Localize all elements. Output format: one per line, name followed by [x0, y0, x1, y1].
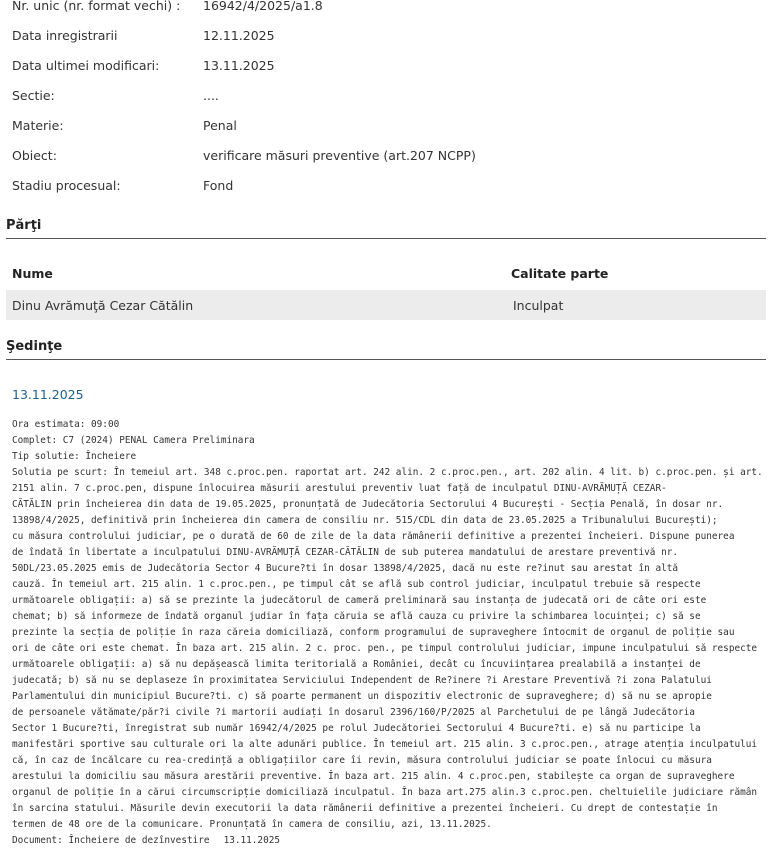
info-value: verificare măsuri preventive (art.207 NCPP)	[203, 148, 476, 163]
info-value: 16942/4/2025/a1.8	[203, 0, 323, 13]
info-label: Data inregistrarii	[12, 28, 118, 43]
document-date: 13.11.2025	[223, 835, 281, 846]
session-text-line: că, în caz de încălcare cu rea-credință a obligațiilor care îi revin, măsura controlului judiciar se poate înlocui cu măsura	[12, 755, 712, 766]
info-label: Data ultimei modificari:	[12, 58, 160, 73]
session-text-line: Ora estimata: 09:00	[12, 419, 120, 430]
session-text-line: 2151 alin. 7 c.proc.pen, dispune înlocuirea măsurii arestului preventiv luat față de inculpatul DINU-AVRĂMUȚĂ CEZAR-	[12, 483, 667, 494]
session-text-line: 50DL/23.05.2025 emis de Judecătoria Sector 4 Bucure?ti în dosar 13898/4/2025, dacă nu este re?inut sau arestat în altă	[12, 563, 679, 574]
party-role: Inculpat	[513, 298, 564, 313]
session-text-line: cauză. În temeiul art. 215 alin. 1 c.proc.pen., pe timpul cât se află sub control judiciar, inculpatul trebuie să respecte	[12, 579, 701, 590]
session-text-line: organul de poliție în a cărui circumscripție domiciliază inculpatul. În baza art.275 alin.3 c.proc.pen. cheltuielile judiciare rămân	[12, 787, 758, 798]
session-text-line: termen de 48 ore de la comunicare. Pronunțată în camera de consiliu, azi, 13.11.2025.	[12, 819, 492, 830]
info-value: Penal	[203, 118, 237, 133]
column-header-role: Calitate parte	[511, 266, 609, 281]
document-label: Document: Încheiere de dezînvestire	[12, 835, 210, 846]
session-text-line: CĂTĂLIN prin încheierea din data de 19.05.2025, pronunțată de Judecătoria Sectorului 4 București - Secția Penală, în dosar nr.	[12, 499, 724, 510]
session-text-line: în sarcina statului. Măsurile devin executorii la data rămânerii definitive a prezentei încheieri. Cu drept de contestație în	[12, 803, 718, 814]
session-text-line: ori de câte ori este chemat. În baza art. 215 alin. 2 c. proc. pen., pe timpul controlului judiciar, impune inculpatului să respecte	[12, 643, 758, 654]
session-text-line: arestului la domiciliu sau măsura arestării preventive. În baza art. 215 alin. 4 c.proc.pen, stabilește ca organ de supraveghere	[12, 771, 735, 782]
parti-section-title: Părţi	[6, 218, 766, 239]
session-text-line: cu măsura controlului judiciar, pe o durată de 60 de zile de la data rămânerii definitive a prezentei încheieri. Dispune punerea	[12, 531, 735, 542]
session-lines	[12, 417, 772, 833]
info-value: Fond	[203, 178, 234, 193]
table-row	[6, 290, 766, 320]
session-text-line: următoarele obligații: a) să se prezinte la judecătorul de cameră preliminară sau instanța de judecată ori de câte ori este	[12, 595, 707, 606]
session-text-line: manifestări sportive sau culturale ori la alte adunări publice. În temeiul art. 215 alin. 3 c.proc.pen., atrage atenția inculpatului	[12, 739, 758, 750]
party-name: Dinu Avrămuţă Cezar Cătălin	[12, 298, 194, 313]
info-value: ....	[203, 88, 219, 103]
parti-table-header	[6, 258, 766, 288]
info-label: Materie:	[12, 118, 64, 133]
session-text-line: 13898/4/2025, definitivă prin încheierea din camera de consiliu nr. 515/CDL din data de 23.05.2025 a Tribunalului București);	[12, 515, 718, 526]
session-text-line: Tip solutie: Încheiere	[12, 451, 137, 462]
session-details	[12, 417, 772, 849]
session-document-line	[12, 833, 772, 849]
session-text-line: judecată; b) să nu se deplaseze în proximitatea Serviciului Independent de Re?inere ?i Arestare Preventivă ?i zona Palatului	[12, 675, 712, 686]
session-text-line: Complet: C7 (2024) PENAL Camera Preliminara	[12, 435, 255, 446]
session-text-line: prezinte la secția de poliție în raza căreia domiciliază, conform programului de supraveghere întocmit de organul de poliție sau	[12, 627, 735, 638]
session-text-line: Parlamentului din municipiul Bucure?ti. c) să poarte permanent un dispozitiv electronic de supraveghere; d) să nu se apropie	[12, 691, 712, 702]
info-value: 13.11.2025	[203, 58, 275, 73]
session-date: 13.11.2025	[12, 387, 84, 402]
session-text-line: următoarele obligații: a) să nu depășească limita teritorială a României, decât cu încuviințarea prealabilă a instanței de	[12, 659, 701, 670]
session-text-line: Sector 1 Bucure?ti, înregistrat sub număr 16942/4/2025 pe rolul Judecătoriei Sectorului 4 Bucure?ti. e) să nu participe la	[12, 723, 701, 734]
info-label: Nr. unic (nr. format vechi) :	[12, 0, 181, 13]
info-label: Sectie:	[12, 88, 55, 103]
info-value: 12.11.2025	[203, 28, 275, 43]
info-label: Obiect:	[12, 148, 57, 163]
session-text-line: de îndată în libertate a inculpatului DINU-AVRĂMUȚĂ CEZAR-CĂTĂLIN de sub puterea mandatului de arestare preventivă nr.	[12, 547, 679, 558]
column-header-name: Nume	[12, 266, 53, 281]
session-text-line: Solutia pe scurt: În temeiul art. 348 c.proc.pen. raportat art. 242 alin. 2 c.proc.pen., art. 202 alin. 4 lit. b) c.proc.pen. și art.	[12, 467, 763, 478]
info-label: Stadiu procesual:	[12, 178, 121, 193]
session-text-line: chemat; b) să informeze de îndată organul judiar în fața căruia se află cauza cu privire la schimbarea locuinței; c) să se	[12, 611, 701, 622]
session-text-line: de persoanele vătămate/păr?i civile ?i martorii audiați în dosarul 2396/160/P/2025 al Parchetului de pe lângă Judecătoria	[12, 707, 695, 718]
sedinte-section-title: Şedinţe	[6, 339, 766, 360]
